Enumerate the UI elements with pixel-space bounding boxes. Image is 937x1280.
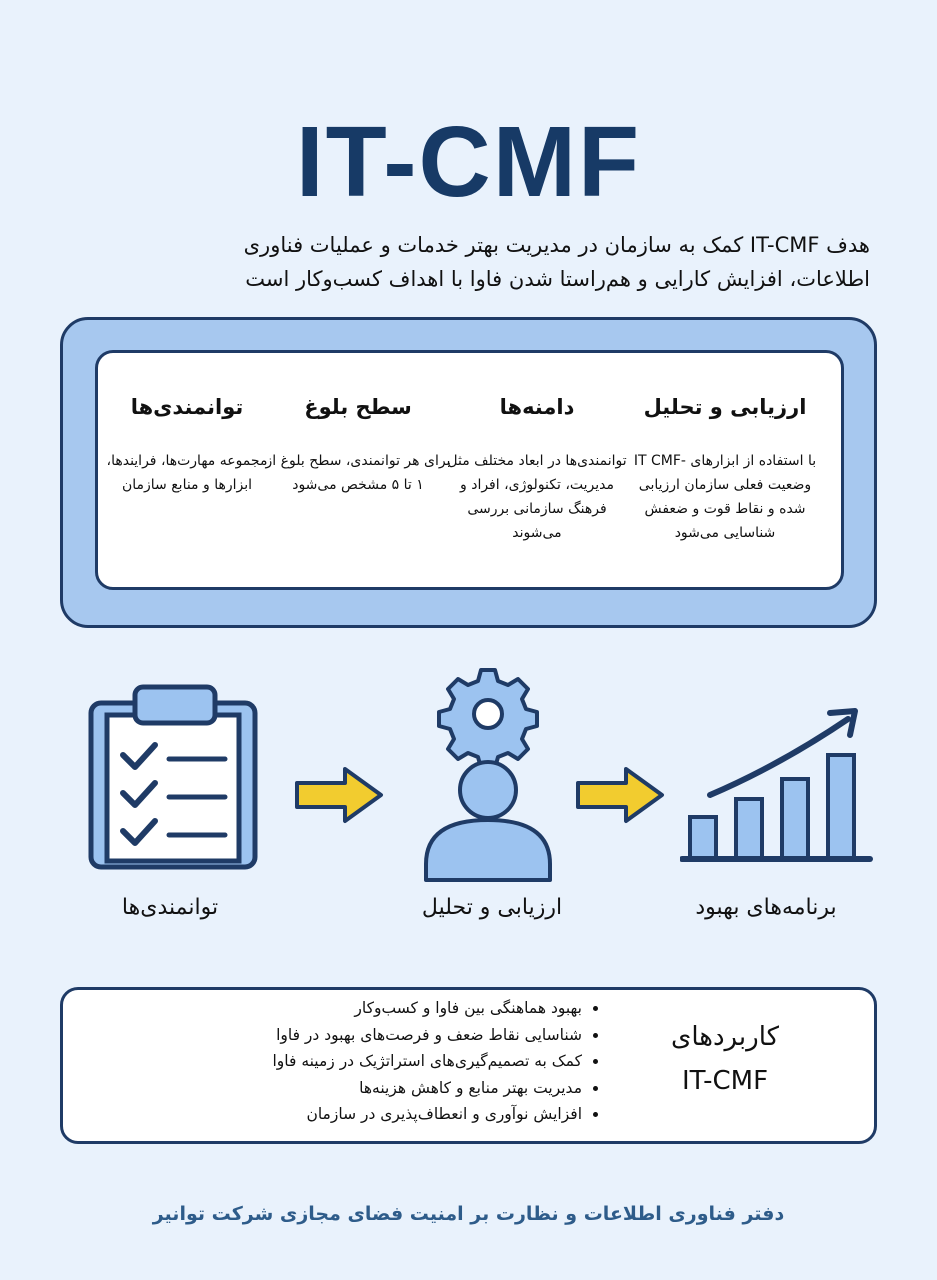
intro-line-1: هدف IT-CMF کمک به سازمان در مدیریت بهتر خدمات و عملیات فناوری	[243, 233, 870, 257]
footer-credit: دفتر فناوری اطلاعات و نظارت بر امنیت فضای مجازی شرکت توانیر	[152, 1203, 785, 1225]
feature-capabilities	[92, 395, 282, 497]
feature-maturity	[263, 395, 453, 497]
feature-assessment	[630, 395, 820, 545]
list-item: • مدیریت بهتر منابع و کاهش هزینه‌ها	[170, 1075, 582, 1102]
intro-text	[70, 228, 870, 296]
feature-text: با استفاده از ابزارهای -IT CMF وضعیت فعلی سازمان ارزیابی شده و نقاط قوت و ضعفش شناسایی می‌شود	[633, 453, 817, 541]
feature-title: سطح بلوغ	[304, 395, 412, 419]
clipboard-checklist-icon	[85, 683, 265, 873]
feature-title: توانمندی‌ها	[130, 395, 244, 419]
feature-text: توانمندی‌ها در ابعاد مختلف مثل مدیریت، تکنولوژی، افراد و فرهنگ سازمانی بررسی می‌شوند	[447, 453, 627, 541]
list-item: • افزایش نوآوری و انعطاف‌پذیری در سازمان	[170, 1101, 582, 1128]
growth-chart-icon	[680, 705, 875, 865]
feature-title: دامنه‌ها	[499, 395, 575, 419]
list-item: • بهبود هماهنگی بین فاوا و کسب‌وکار	[170, 995, 582, 1022]
intro-line-2: اطلاعات، افزایش کارایی و هم‌راستا شدن فاوا با اهداف کسب‌وکار است	[245, 267, 870, 291]
applications-title-line-2: IT-CMF	[681, 1066, 769, 1096]
applications-list	[170, 995, 610, 1128]
arrow-right-icon	[293, 765, 385, 825]
arrow-right-icon	[574, 765, 666, 825]
flow-label-improvement: برنامه‌های بهبود	[695, 895, 837, 920]
applications-title	[640, 1015, 810, 1103]
list-item: • کمک به تصمیم‌گیری‌های استراتژیک در زمینه فاوا	[170, 1048, 582, 1075]
page-title: IT-CMF	[295, 106, 642, 218]
feature-text: برای هر توانمندی، سطح بلوغ از ۱ تا ۵ مشخص می‌شود	[265, 453, 451, 493]
flow-label-assessment: ارزیابی و تحلیل	[421, 895, 563, 920]
applications-title-line-1: کاربردهای	[671, 1022, 779, 1052]
feature-title: ارزیابی و تحلیل	[643, 395, 807, 419]
feature-text: مجموعه مهارت‌ها، فرایندها، ابزارها و منابع سازمان	[106, 453, 268, 493]
feature-domains	[442, 395, 632, 545]
list-item: • شناسایی نقاط ضعف و فرصت‌های بهبود در فاوا	[170, 1022, 582, 1049]
flow-label-capabilities: توانمندی‌ها	[121, 895, 219, 920]
person-gear-icon	[418, 668, 558, 884]
